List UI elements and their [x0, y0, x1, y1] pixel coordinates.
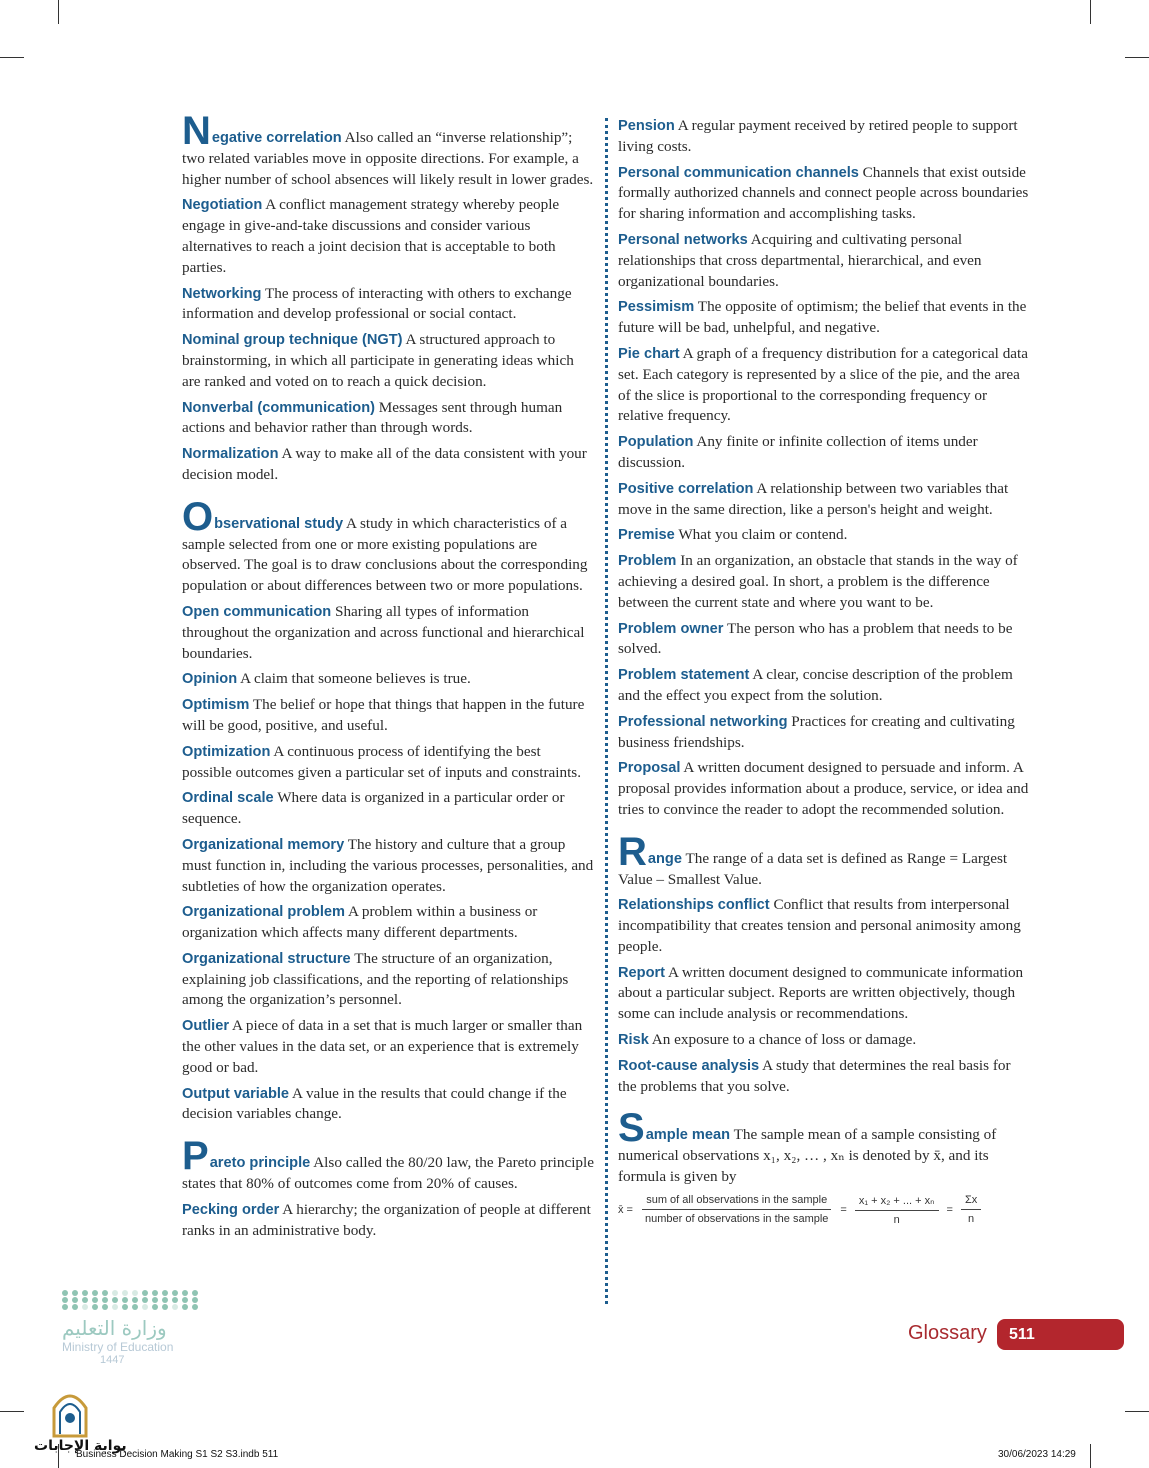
formula-equals: =: [840, 1203, 847, 1216]
glossary-definition: The belief or hope that things that happen in the future will be good, positive, and useful.: [182, 696, 585, 734]
glossary-entry: [182, 1134, 594, 1195]
logo-dot: [152, 1297, 158, 1303]
glossary-entry: [618, 432, 1030, 474]
logo-dot: [112, 1304, 118, 1310]
glossary-term: Personal networks: [618, 231, 748, 248]
glossary-entry: [618, 1106, 1030, 1187]
logo-dot: [192, 1290, 198, 1296]
glossary-definition: In an organization, an obstacle that stands in the way of achieving a desired goal. In short, a problem is the difference between the current state and where you want to be.: [618, 552, 1018, 611]
glossary-term: Pie chart: [618, 345, 680, 362]
glossary-entry: [618, 829, 1030, 891]
glossary-entry: [182, 695, 594, 737]
glossary-term: Open communication: [182, 603, 332, 620]
logo-dot: [122, 1290, 128, 1296]
glossary-definition: A graph of a frequency distribution for a categorical data set. Each category is represented by a slice of the pie, and the area of the slice is proportional to the corresponding frequency or relative frequency.: [618, 344, 1028, 425]
glossary-definition: Where data is organized in a particular order or sequence.: [182, 789, 565, 828]
glossary-entry: [618, 1056, 1030, 1098]
formula-denominator-n: n: [968, 1213, 975, 1226]
logo-dot: [62, 1290, 68, 1296]
logo-dot: [92, 1297, 98, 1303]
logo-dot: [152, 1304, 158, 1310]
section-dropcap: R: [618, 829, 647, 874]
logo-dot: [172, 1304, 178, 1310]
glossary-term: Negotiation: [182, 197, 263, 214]
logo-dot: [72, 1297, 78, 1303]
glossary-entry: [182, 1084, 594, 1126]
glossary-entry: [618, 712, 1030, 754]
logo-dot: [132, 1290, 138, 1296]
glossary-entry: [182, 330, 594, 392]
formula-numerator-sigma: Σx: [961, 1194, 981, 1210]
glossary-definition: A problem within a business or organization which affects many different departments.: [182, 903, 538, 942]
glossary-term: Outlier: [182, 1018, 230, 1035]
glossary-term: Professional networking: [618, 713, 788, 730]
logo-dot: [132, 1297, 138, 1303]
glossary-definition: A structured approach to brainstorming, in which all participate in generating ideas which are ranked and voted on to reach a quick decision.: [182, 331, 574, 390]
formula-denominator-words: number of observations in the sample: [644, 1213, 829, 1226]
logo-dot: [102, 1290, 108, 1296]
glossary-entry: [182, 398, 594, 440]
formula-fraction-sum: [855, 1194, 939, 1226]
glossary-entry: [182, 835, 594, 897]
section-dropcap: O: [182, 494, 214, 539]
logo-dot: [72, 1304, 78, 1310]
formula-fraction-sigma: [961, 1194, 981, 1225]
glossary-entry: [182, 444, 594, 486]
glossary-entry: [182, 788, 594, 830]
glossary-entry: [618, 297, 1030, 339]
glossary-term: Networking: [182, 285, 262, 302]
ministry-year: 1447: [100, 1354, 125, 1366]
glossary-term: Risk: [618, 1032, 649, 1049]
glossary-entry: [182, 669, 594, 690]
glossary-definition: The sample mean of a sample consisting of numerical observations x₁, x₂, … , xₙ is denoted by x̄, and its formula is given by: [618, 1126, 997, 1186]
glossary-definition: A claim that someone believes is true.: [240, 670, 471, 688]
logo-dot: [102, 1304, 108, 1310]
logo-dot: [162, 1297, 168, 1303]
glossary-definition: Channels that exist outside formally authorized channels and connect people across boundaries for sharing information and accomplishing tasks.: [618, 163, 1029, 223]
glossary-definition: Also called an “inverse relationship”; two related variables move in opposite directions. For example, a higher number of school absences will likely result in lower grades.: [182, 129, 594, 188]
logo-dot: [92, 1290, 98, 1296]
column-divider: [605, 118, 608, 1304]
glossary-term: Pecking order: [182, 1201, 280, 1218]
glossary-term: Pessimism: [618, 299, 695, 316]
glossary-term: Optimism: [182, 697, 250, 714]
glossary-entry: [182, 902, 594, 944]
glossary-definition: Sharing all types of information throughout the organization and across functional and hierarchical boundaries.: [182, 602, 585, 662]
glossary-term: Root-cause analysis: [618, 1057, 760, 1074]
glossary-definition: A relationship between two variables that move in the same direction, like a person's height and weight.: [618, 479, 1009, 518]
glossary-definition: The structure of an organization, explaining job classifications, and the reporting of relationships among the organization’s personnel.: [182, 949, 569, 1009]
glossary-term: Premise: [618, 527, 675, 544]
section-dropcap: P: [182, 1134, 209, 1179]
logo-dot: [122, 1297, 128, 1303]
glossary-definition: The person who has a problem that needs to be solved.: [618, 619, 1013, 658]
crop-mark: [58, 0, 59, 24]
glossary-term: Normalization: [182, 446, 279, 463]
formula-lhs: x̄ =: [618, 1203, 633, 1216]
logo-dot: [192, 1304, 198, 1310]
glossary-definition: An exposure to a chance of loss or damage.: [651, 1031, 917, 1049]
page-number-tab: [997, 1319, 1124, 1350]
glossary-term: Organizational memory: [182, 836, 345, 853]
glossary-term: Output variable: [182, 1085, 290, 1102]
glossary-term: ange: [647, 850, 682, 867]
glossary-entry: [182, 494, 594, 597]
glossary-definition: A conflict management strategy whereby people engage in give-and-take discussions and consider various alternatives to reach a joint decision that is acceptable to both parties.: [182, 196, 560, 276]
logo-dot: [102, 1297, 108, 1303]
logo-dot: [122, 1304, 128, 1310]
glossary-entry: [618, 116, 1030, 158]
glossary-term: Nonverbal (communication): [182, 399, 375, 416]
glossary-entry: [618, 1030, 1030, 1051]
logo-dot: [192, 1297, 198, 1303]
glossary-definition: Also called the 80/20 law, the Pareto principle states that 80% of outcomes come from 20% of causes.: [182, 1154, 594, 1193]
glossary-entry: [618, 619, 1030, 661]
glossary-definition: A written document designed to persuade and inform. A proposal provides information about a produce, service, or idea and tries to convince the reader to adopt the recommended solution.: [618, 759, 1029, 818]
glossary-term: ample mean: [645, 1127, 731, 1144]
formula-numerator-words: sum of all observations in the sample: [642, 1194, 831, 1210]
logo-dot: [182, 1304, 188, 1310]
glossary-term: egative correlation: [211, 130, 342, 146]
glossary-term: Organizational problem: [182, 904, 345, 921]
logo-dot: [112, 1297, 118, 1303]
file-slug: Business Decision Making S1 S2 S3.indb 511: [76, 1449, 279, 1460]
glossary-definition: A continuous process of identifying the best possible outcomes given a particular set of inputs and constraints.: [182, 742, 582, 781]
glossary-term: Personal communication channels: [618, 164, 859, 181]
formula-numerator-sum: x₁ + x₂ + ... + xₙ: [855, 1194, 939, 1211]
crop-mark: [0, 1411, 24, 1412]
ministry-logo: [62, 1290, 212, 1366]
crop-mark: [1090, 1444, 1091, 1468]
glossary-term: Optimization: [182, 743, 271, 760]
section-label: Glossary: [908, 1322, 987, 1344]
logo-dot: [152, 1290, 158, 1296]
section-dropcap: N: [182, 109, 211, 153]
glossary-definition: A study in which characteristics of a sample selected from one or more existing populations are observed. The goal is to draw conclusions about the corresponding population or about differences between two or more populations.: [182, 514, 588, 595]
glossary-entry: [618, 963, 1030, 1025]
section-dropcap: S: [618, 1106, 645, 1151]
glossary-definition: The opposite of optimism; the belief that events in the future will be bad, unhelpful, and negative.: [618, 298, 1027, 337]
glossary-definition: A piece of data in a set that is much larger or smaller than the other values in the data set, or an experience that is extremely good or bad.: [182, 1017, 583, 1076]
glossary-definition: The process of interacting with others to exchange information and develop professional or social contact.: [182, 284, 572, 323]
logo-dot: [82, 1304, 88, 1310]
glossary-term: bservational study: [214, 515, 344, 532]
glossary-term: Problem statement: [618, 667, 750, 684]
ministry-dots-icon: [62, 1290, 212, 1310]
right-entries: [618, 116, 1030, 1188]
formula-fraction-words: [641, 1194, 832, 1225]
glossary-term: Nominal group technique (NGT): [182, 332, 403, 349]
glossary-term: Opinion: [182, 671, 238, 688]
glossary-entry: [182, 284, 594, 326]
site-name: بوابة الإجابات: [34, 1438, 127, 1454]
glossary-definition: A hierarchy; the organization of people at different ranks in an administrative body.: [182, 1200, 591, 1239]
glossary-entry: [182, 1016, 594, 1078]
glossary-entry: [182, 109, 594, 190]
glossary-entry: [182, 1200, 594, 1242]
glossary-definition: Messages sent through human actions and behavior rather than through words.: [182, 398, 563, 437]
glossary-definition: Conflict that results from interpersonal incompatibility that creates tension and personal animosity among people.: [618, 896, 1021, 955]
glossary-entry: [618, 551, 1030, 613]
glossary-definition: A clear, concise description of the problem and the effect you expect from the solution.: [618, 666, 1013, 704]
logo-dot: [162, 1290, 168, 1296]
glossary-entry: [618, 163, 1030, 225]
glossary-entry: [182, 195, 594, 278]
crop-mark: [1090, 0, 1091, 24]
logo-dot: [172, 1290, 178, 1296]
sample-mean-formula: [618, 1194, 1030, 1226]
ministry-arabic-name: وزارة التعليم: [62, 1316, 167, 1340]
crop-mark: [1125, 57, 1149, 58]
glossary-entry: [618, 895, 1030, 957]
glossary-entry: [182, 949, 594, 1011]
glossary-definition: A value in the results that could change if the decision variables change.: [182, 1084, 567, 1123]
glossary-term: Population: [618, 434, 694, 451]
glossary-term: Ordinal scale: [182, 790, 274, 807]
glossary-definition: The range of a data set is defined as Range = Largest Value – Smallest Value.: [618, 849, 1008, 888]
glossary-entry: [618, 525, 1030, 546]
glossary-term: Pension: [618, 118, 675, 134]
glossary-definition: A study that determines the real basis for the problems that you solve.: [618, 1056, 1011, 1095]
formula-equals: =: [946, 1203, 953, 1216]
crop-mark: [1125, 1411, 1149, 1412]
glossary-term: Problem: [618, 553, 677, 570]
glossary-definition: Any finite or infinite collection of items under discussion.: [618, 433, 978, 471]
ministry-english-name: Ministry of Education: [62, 1340, 174, 1354]
logo-dot: [92, 1304, 98, 1310]
logo-dot: [142, 1304, 148, 1310]
logo-dot: [142, 1297, 148, 1303]
glossary-term: Problem owner: [618, 620, 724, 637]
glossary-definition: A regular payment received by retired people to support living costs.: [618, 117, 1018, 155]
logo-dot: [172, 1297, 178, 1303]
logo-dot: [142, 1290, 148, 1296]
logo-dot: [132, 1304, 138, 1310]
glossary-term: Positive correlation: [618, 480, 754, 497]
logo-dot: [62, 1304, 68, 1310]
glossary-definition: A way to make all of the data consistent with your decision model.: [182, 445, 587, 483]
glossary-definition: Practices for creating and cultivating business friendships.: [618, 712, 1015, 751]
logo-dot: [182, 1297, 188, 1303]
logo-dot: [82, 1290, 88, 1296]
glossary-term: Report: [618, 964, 666, 981]
crop-mark: [0, 57, 24, 58]
glossary-definition: The history and culture that a group must function in, including the various processes, personalities, and subtleties of how the organization operates.: [182, 835, 594, 895]
glossary-term: areto principle: [209, 1155, 311, 1172]
glossary-term: Relationships conflict: [618, 897, 770, 914]
glossary-entry: [618, 230, 1030, 292]
glossary-definition: What you claim or contend.: [678, 526, 848, 544]
glossary-entry: [618, 758, 1030, 820]
formula-denominator-n: n: [893, 1213, 900, 1226]
glossary-entry: [182, 742, 594, 784]
glossary-entry: [618, 479, 1030, 521]
print-timestamp: 30/06/2023 14:29: [998, 1449, 1076, 1460]
glossary-term: Organizational structure: [182, 950, 351, 967]
logo-dot: [62, 1297, 68, 1303]
glossary-entry: [618, 344, 1030, 427]
logo-dot: [162, 1304, 168, 1310]
glossary-definition: Acquiring and cultivating personal relationships that cross departmental, hierarchical, and even organizational boundaries.: [618, 230, 982, 290]
glossary-left-column: [182, 109, 594, 1246]
glossary-definition: A written document designed to communicate information about a particular subject. Reports are written objectively, though some can include analysis or recommendations.: [618, 963, 1024, 1023]
site-emblem-icon: [48, 1388, 92, 1438]
logo-dot: [112, 1290, 118, 1296]
glossary-entry: [182, 602, 594, 664]
logo-dot: [182, 1290, 188, 1296]
logo-dot: [72, 1290, 78, 1296]
logo-dot: [82, 1297, 88, 1303]
glossary-term: Proposal: [618, 760, 681, 777]
glossary-entry: [618, 665, 1030, 707]
glossary-right-column: [618, 116, 1030, 1226]
page-number: 511: [1009, 1326, 1035, 1343]
